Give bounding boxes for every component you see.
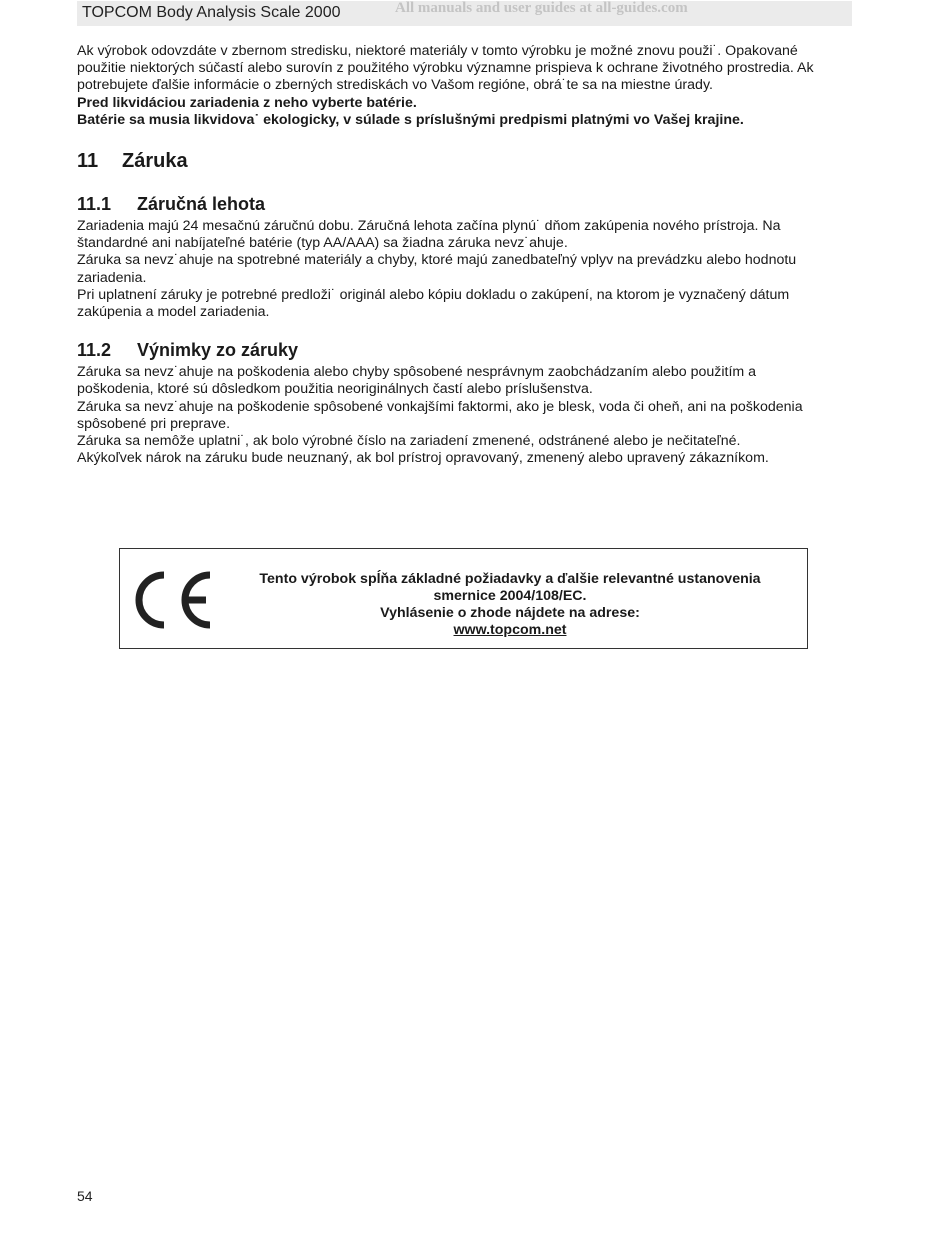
ce-text-line: Vyhlásenie o zhode nájdete na adrese: — [380, 605, 640, 621]
section-heading-warranty — [77, 149, 867, 173]
page-content — [77, 43, 867, 467]
warranty-exception-line: Záruka sa nevz˙ahuje na poškodenie spôsobené vonkajšími faktormi, ako je blesk, voda či oheň, ani na poškodenia — [77, 398, 803, 415]
topcom-website-link[interactable]: www.topcom.net — [453, 622, 567, 638]
ce-conformity-box — [119, 548, 808, 649]
subsection-number: 11.1 — [77, 194, 112, 215]
intro-paragraph-line: použitie niektorých súčastí alebo surovín z použitého výrobku významne prispieva k ochrane životného prostredia. Ak — [77, 60, 814, 77]
warranty-period-line: Záruka sa nevz˙ahuje na spotrebné materiály a chyby, ktoré majú zanedbateľný vplyv na prevádzku alebo hodnotu — [77, 252, 797, 269]
warranty-period-line: Pri uplatnení záruky je potrebné predloži˙ originál alebo kópiu dokladu o zakúpení, na ktorom je vyznačený dátum — [77, 286, 790, 303]
warranty-period-line: zakúpenia a model zariadenia. — [77, 304, 270, 321]
ce-declaration-text — [240, 571, 780, 639]
warranty-exception-line: poškodenia, ktoré sú dôsledkom použitia neoriginálnych častí alebo príslušenstva. — [77, 381, 593, 398]
warranty-exception-line: Záruka sa nemôže uplatni˙, ak bolo výrobné číslo na zariadení zmenené, odstránené alebo je nečitateľné. — [77, 433, 741, 450]
ce-mark-icon — [134, 571, 214, 629]
ce-text-line: smernice 2004/108/EC. — [433, 588, 587, 604]
warranty-exception-line: spôsobené pri preprave. — [77, 415, 231, 432]
header-title: TOPCOM Body Analysis Scale 2000 — [82, 4, 341, 21]
warranty-exception-line: Záruka sa nevz˙ahuje na poškodenia alebo chyby spôsobené nesprávnym zaobchádzaním alebo použitím a — [77, 364, 757, 381]
subsection-heading-warranty-exceptions — [77, 339, 867, 361]
intro-paragraph-line: potrebujete ďalšie informácie o zberných strediskách vo Vašom regióne, obrá˙te sa na miestne úrady. — [77, 77, 713, 94]
warranty-exception-line: Akýkoľvek nárok na záruku bude neuznaný, ak bol prístroj opravovaný, zmenený alebo upravený zákazníkom. — [77, 450, 769, 467]
subsection-heading-warranty-period — [77, 193, 867, 215]
warranty-period-line: Zariadenia majú 24 mesačnú záručnú dobu. Záručná lehota začína plynú˙ dňom zakúpenia nového prístroja. Na — [77, 218, 781, 235]
warranty-period-line: zariadenia. — [77, 269, 147, 286]
page-header — [77, 1, 852, 26]
section-title: Záruka — [122, 150, 188, 173]
remove-batteries-notice: Pred likvidáciou zariadenia z neho vyberte batérie. — [77, 94, 417, 111]
warranty-period-line: štandardné ani nabíjateľné batérie (typ AA/AAA) sa žiadna záruka nevz˙ahuje. — [77, 235, 568, 252]
intro-paragraph-line: Ak výrobok odovzdáte v zbernom stredisku, niektoré materiály v tomto výrobku je možné znovu použi˙. Opakované — [77, 43, 798, 59]
watermark-text: All manuals and user guides at all-guides.com — [395, 0, 688, 16]
page-number: 54 — [77, 1188, 93, 1204]
battery-disposal-notice: Batérie sa musia likvidova˙ ekologicky, v súlade s príslušnými predpismi platnými vo Vašej krajine. — [77, 111, 744, 128]
ce-text-line: Tento výrobok spĺňa základné požiadavky a ďalšie relevantné ustanovenia — [259, 571, 761, 587]
subsection-number: 11.2 — [77, 340, 112, 361]
section-number: 11 — [77, 150, 99, 173]
subsection-title: Záručná lehota — [137, 194, 266, 215]
subsection-title: Výnimky zo záruky — [137, 340, 299, 361]
